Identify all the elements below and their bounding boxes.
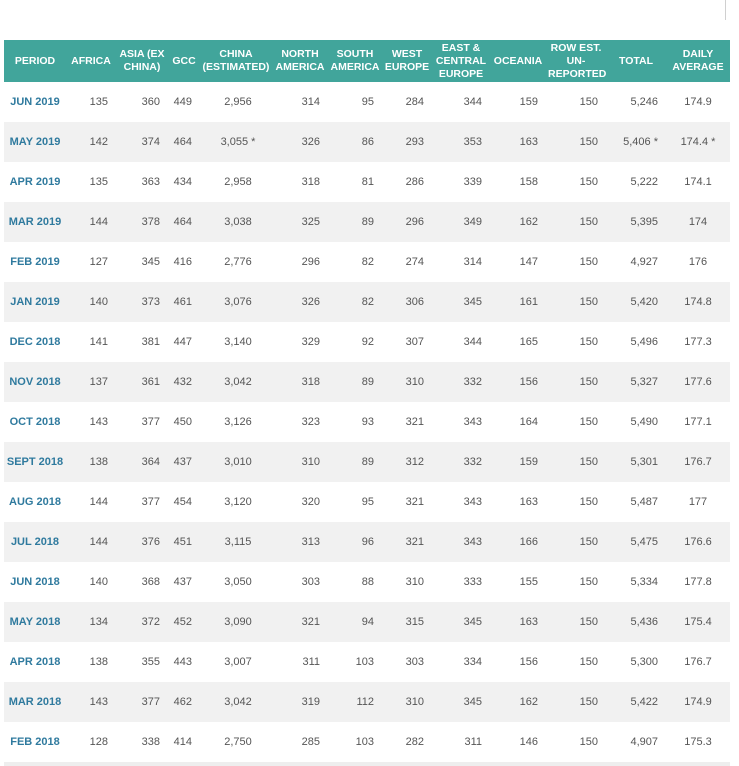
column-header: EAST & CENTRAL EUROPE <box>432 40 490 82</box>
table-cell: 89 <box>328 202 382 242</box>
table-cell: 5,436 <box>606 602 666 642</box>
period-cell: FEB 2018 <box>4 722 66 762</box>
period-cell: MAY 2019 <box>4 122 66 162</box>
top-right-divider <box>725 0 726 20</box>
table-cell: 293 <box>382 122 432 162</box>
table-cell: 454 <box>168 482 200 522</box>
table-cell: 355 <box>116 642 168 682</box>
period-cell: AUG 2018 <box>4 482 66 522</box>
table-cell: 321 <box>382 402 432 442</box>
table-cell: 94 <box>328 602 382 642</box>
table-row <box>4 602 730 642</box>
table-cell: 333 <box>432 562 490 602</box>
table-cell: 156 <box>490 642 546 682</box>
table-cell: 89 <box>328 362 382 402</box>
period-cell: MAR 2018 <box>4 682 66 722</box>
table-cell: 175.4 <box>666 602 730 642</box>
table-cell: 86 <box>328 122 382 162</box>
table-cell: 103 <box>328 642 382 682</box>
table-cell: 452 <box>168 602 200 642</box>
table-cell: 82 <box>328 282 382 322</box>
table-cell: 284 <box>382 82 432 122</box>
table-cell: 314 <box>272 82 328 122</box>
table-cell: 165 <box>490 322 546 362</box>
table-cell: 92 <box>328 322 382 362</box>
table-cell: 377 <box>116 482 168 522</box>
table-row <box>4 522 730 562</box>
table-cell: 3,055 * <box>200 122 272 162</box>
table-cell: 150 <box>546 82 606 122</box>
period-cell: MAY 2018 <box>4 602 66 642</box>
table-cell: 159 <box>490 82 546 122</box>
table-cell: 303 <box>272 562 328 602</box>
table-cell: 325 <box>272 202 328 242</box>
table-row <box>4 722 730 762</box>
table-row <box>4 242 730 282</box>
period-cell: DEC 2018 <box>4 322 66 362</box>
table-cell: 344 <box>432 322 490 362</box>
table-cell: 310 <box>382 562 432 602</box>
table-cell: 150 <box>546 642 606 682</box>
table-cell: 462 <box>168 682 200 722</box>
table-cell: 134 <box>66 602 116 642</box>
table-cell: 437 <box>168 562 200 602</box>
table-cell: 112 <box>328 682 382 722</box>
table-cell: 373 <box>116 282 168 322</box>
table-cell: 5,422 <box>606 682 666 722</box>
table-cell: 321 <box>382 482 432 522</box>
column-header: AFRICA <box>66 40 116 82</box>
table-row <box>4 362 730 402</box>
table-cell: 138 <box>66 642 116 682</box>
table-cell: 177.1 <box>666 402 730 442</box>
column-header: WEST EUROPE <box>382 40 432 82</box>
period-cell: OCT 2018 <box>4 402 66 442</box>
period-cell: FEB 2019 <box>4 242 66 282</box>
table-cell: 345 <box>432 602 490 642</box>
table-cell: 5,301 <box>606 442 666 482</box>
table-cell: 326 <box>272 282 328 322</box>
table-cell: 159 <box>490 442 546 482</box>
table-cell: 364 <box>116 442 168 482</box>
table-cell: 2,776 <box>200 242 272 282</box>
table-cell: 334 <box>432 642 490 682</box>
column-header: TOTAL <box>606 40 666 82</box>
table-cell: 5,420 <box>606 282 666 322</box>
table-cell: 464 <box>168 122 200 162</box>
table-cell: 307 <box>382 322 432 362</box>
table-cell: 138 <box>66 442 116 482</box>
table-row <box>4 122 730 162</box>
table-cell: 174.1 <box>666 162 730 202</box>
table-cell: 374 <box>116 122 168 162</box>
table-cell: 314 <box>432 242 490 282</box>
bottom-edge <box>4 762 730 766</box>
table-cell: 144 <box>66 202 116 242</box>
period-cell: SEPT 2018 <box>4 442 66 482</box>
table-cell: 372 <box>116 602 168 642</box>
table-cell: 150 <box>546 162 606 202</box>
table-cell: 176.6 <box>666 522 730 562</box>
table-cell: 135 <box>66 82 116 122</box>
table-cell: 343 <box>432 402 490 442</box>
table-cell: 353 <box>432 122 490 162</box>
table-cell: 2,956 <box>200 82 272 122</box>
table-cell: 150 <box>546 442 606 482</box>
table-row <box>4 162 730 202</box>
table-cell: 127 <box>66 242 116 282</box>
table-cell: 360 <box>116 82 168 122</box>
table-cell: 5,222 <box>606 162 666 202</box>
table-cell: 449 <box>168 82 200 122</box>
table-cell: 329 <box>272 322 328 362</box>
table-cell: 361 <box>116 362 168 402</box>
table-cell: 3,042 <box>200 362 272 402</box>
period-cell: MAR 2019 <box>4 202 66 242</box>
table-cell: 5,496 <box>606 322 666 362</box>
table-row <box>4 202 730 242</box>
table-cell: 338 <box>116 722 168 762</box>
table-cell: 164 <box>490 402 546 442</box>
table-cell: 174 <box>666 202 730 242</box>
table-cell: 5,475 <box>606 522 666 562</box>
table-cell: 174.9 <box>666 82 730 122</box>
period-cell: JAN 2019 <box>4 282 66 322</box>
table-cell: 363 <box>116 162 168 202</box>
table-cell: 296 <box>272 242 328 282</box>
period-cell: JUN 2018 <box>4 562 66 602</box>
table-cell: 141 <box>66 322 116 362</box>
table-row <box>4 322 730 362</box>
table-cell: 150 <box>546 522 606 562</box>
table-cell: 319 <box>272 682 328 722</box>
table-cell: 381 <box>116 322 168 362</box>
table-cell: 313 <box>272 522 328 562</box>
table-cell: 177.3 <box>666 322 730 362</box>
table-cell: 339 <box>432 162 490 202</box>
table-cell: 3,010 <box>200 442 272 482</box>
table-cell: 5,300 <box>606 642 666 682</box>
table-cell: 378 <box>116 202 168 242</box>
column-header: OCEANIA <box>490 40 546 82</box>
table-cell: 376 <box>116 522 168 562</box>
table-cell: 158 <box>490 162 546 202</box>
table-cell: 451 <box>168 522 200 562</box>
table-cell: 443 <box>168 642 200 682</box>
table-cell: 320 <box>272 482 328 522</box>
table-cell: 5,334 <box>606 562 666 602</box>
table-cell: 177 <box>666 482 730 522</box>
column-header: GCC <box>168 40 200 82</box>
table-cell: 282 <box>382 722 432 762</box>
table-cell: 461 <box>168 282 200 322</box>
production-table <box>4 40 730 762</box>
table-cell: 306 <box>382 282 432 322</box>
table-cell: 150 <box>546 602 606 642</box>
table-cell: 177.6 <box>666 362 730 402</box>
table-cell: 156 <box>490 362 546 402</box>
table-cell: 144 <box>66 482 116 522</box>
table-cell: 5,487 <box>606 482 666 522</box>
table-cell: 150 <box>546 362 606 402</box>
column-header: DAILY AVERAGE <box>666 40 730 82</box>
table-cell: 296 <box>382 202 432 242</box>
table-cell: 3,076 <box>200 282 272 322</box>
table-cell: 96 <box>328 522 382 562</box>
table-cell: 416 <box>168 242 200 282</box>
table-header <box>4 40 730 82</box>
table-cell: 174.8 <box>666 282 730 322</box>
table-cell: 2,750 <box>200 722 272 762</box>
table-row <box>4 282 730 322</box>
table-cell: 310 <box>382 682 432 722</box>
table-row <box>4 82 730 122</box>
table-cell: 343 <box>432 482 490 522</box>
table-cell: 4,927 <box>606 242 666 282</box>
table-cell: 343 <box>432 522 490 562</box>
table-cell: 310 <box>382 362 432 402</box>
table-cell: 2,958 <box>200 162 272 202</box>
table-cell: 345 <box>116 242 168 282</box>
table-cell: 135 <box>66 162 116 202</box>
table-cell: 3,140 <box>200 322 272 362</box>
column-header: CHINA (ESTIMATED) <box>200 40 272 82</box>
table-cell: 137 <box>66 362 116 402</box>
table-cell: 321 <box>272 602 328 642</box>
header-row <box>4 40 730 82</box>
table-cell: 5,406 * <box>606 122 666 162</box>
table-cell: 377 <box>116 402 168 442</box>
table-cell: 155 <box>490 562 546 602</box>
table-cell: 166 <box>490 522 546 562</box>
table-cell: 175.3 <box>666 722 730 762</box>
table-cell: 147 <box>490 242 546 282</box>
table-cell: 176.7 <box>666 442 730 482</box>
table-cell: 150 <box>546 202 606 242</box>
table-cell: 174.4 * <box>666 122 730 162</box>
column-header: SOUTH AMERICA <box>328 40 382 82</box>
table-cell: 3,042 <box>200 682 272 722</box>
table-cell: 150 <box>546 242 606 282</box>
table-cell: 150 <box>546 562 606 602</box>
table-cell: 93 <box>328 402 382 442</box>
table-cell: 312 <box>382 442 432 482</box>
table-cell: 344 <box>432 82 490 122</box>
table-cell: 163 <box>490 602 546 642</box>
table-cell: 464 <box>168 202 200 242</box>
table-cell: 163 <box>490 482 546 522</box>
table-cell: 3,126 <box>200 402 272 442</box>
table-cell: 162 <box>490 202 546 242</box>
table-cell: 5,395 <box>606 202 666 242</box>
table-cell: 377 <box>116 682 168 722</box>
table-cell: 3,120 <box>200 482 272 522</box>
table-cell: 450 <box>168 402 200 442</box>
table-cell: 286 <box>382 162 432 202</box>
table-row <box>4 442 730 482</box>
table-row <box>4 682 730 722</box>
table-cell: 143 <box>66 402 116 442</box>
table-cell: 82 <box>328 242 382 282</box>
table-cell: 143 <box>66 682 116 722</box>
table-cell: 368 <box>116 562 168 602</box>
table-cell: 150 <box>546 722 606 762</box>
table-cell: 5,246 <box>606 82 666 122</box>
table-cell: 274 <box>382 242 432 282</box>
production-table-container <box>4 40 730 762</box>
column-header: NORTH AMERICA <box>272 40 328 82</box>
table-body <box>4 82 730 762</box>
table-cell: 150 <box>546 682 606 722</box>
table-cell: 142 <box>66 122 116 162</box>
period-cell: JUN 2019 <box>4 82 66 122</box>
table-cell: 318 <box>272 362 328 402</box>
table-cell: 311 <box>272 642 328 682</box>
table-cell: 345 <box>432 682 490 722</box>
table-cell: 303 <box>382 642 432 682</box>
table-cell: 103 <box>328 722 382 762</box>
table-cell: 434 <box>168 162 200 202</box>
table-cell: 95 <box>328 482 382 522</box>
period-cell: APR 2019 <box>4 162 66 202</box>
table-cell: 150 <box>546 282 606 322</box>
table-cell: 140 <box>66 282 116 322</box>
table-cell: 315 <box>382 602 432 642</box>
table-cell: 3,007 <box>200 642 272 682</box>
table-cell: 81 <box>328 162 382 202</box>
table-cell: 89 <box>328 442 382 482</box>
column-header: ROW EST. UN-REPORTED <box>546 40 606 82</box>
table-cell: 326 <box>272 122 328 162</box>
table-cell: 3,115 <box>200 522 272 562</box>
table-cell: 144 <box>66 522 116 562</box>
table-cell: 150 <box>546 322 606 362</box>
table-cell: 162 <box>490 682 546 722</box>
table-cell: 321 <box>382 522 432 562</box>
table-cell: 310 <box>272 442 328 482</box>
table-cell: 318 <box>272 162 328 202</box>
table-cell: 150 <box>546 122 606 162</box>
table-cell: 332 <box>432 362 490 402</box>
table-cell: 161 <box>490 282 546 322</box>
table-cell: 95 <box>328 82 382 122</box>
table-cell: 323 <box>272 402 328 442</box>
table-cell: 3,090 <box>200 602 272 642</box>
table-row <box>4 402 730 442</box>
period-cell: APR 2018 <box>4 642 66 682</box>
table-cell: 146 <box>490 722 546 762</box>
table-cell: 349 <box>432 202 490 242</box>
table-cell: 437 <box>168 442 200 482</box>
table-cell: 414 <box>168 722 200 762</box>
table-row <box>4 642 730 682</box>
table-cell: 332 <box>432 442 490 482</box>
table-cell: 174.9 <box>666 682 730 722</box>
table-cell: 5,327 <box>606 362 666 402</box>
period-cell: JUL 2018 <box>4 522 66 562</box>
column-header: ASIA (EX CHINA) <box>116 40 168 82</box>
table-cell: 140 <box>66 562 116 602</box>
table-cell: 4,907 <box>606 722 666 762</box>
table-cell: 3,038 <box>200 202 272 242</box>
table-cell: 3,050 <box>200 562 272 602</box>
table-cell: 150 <box>546 482 606 522</box>
table-cell: 177.8 <box>666 562 730 602</box>
table-cell: 285 <box>272 722 328 762</box>
column-header: PERIOD <box>4 40 66 82</box>
table-cell: 150 <box>546 402 606 442</box>
table-cell: 163 <box>490 122 546 162</box>
period-cell: NOV 2018 <box>4 362 66 402</box>
table-cell: 345 <box>432 282 490 322</box>
table-cell: 432 <box>168 362 200 402</box>
table-cell: 311 <box>432 722 490 762</box>
table-cell: 176.7 <box>666 642 730 682</box>
table-cell: 128 <box>66 722 116 762</box>
table-cell: 5,490 <box>606 402 666 442</box>
table-row <box>4 482 730 522</box>
table-cell: 447 <box>168 322 200 362</box>
table-cell: 88 <box>328 562 382 602</box>
table-cell: 176 <box>666 242 730 282</box>
table-row <box>4 562 730 602</box>
